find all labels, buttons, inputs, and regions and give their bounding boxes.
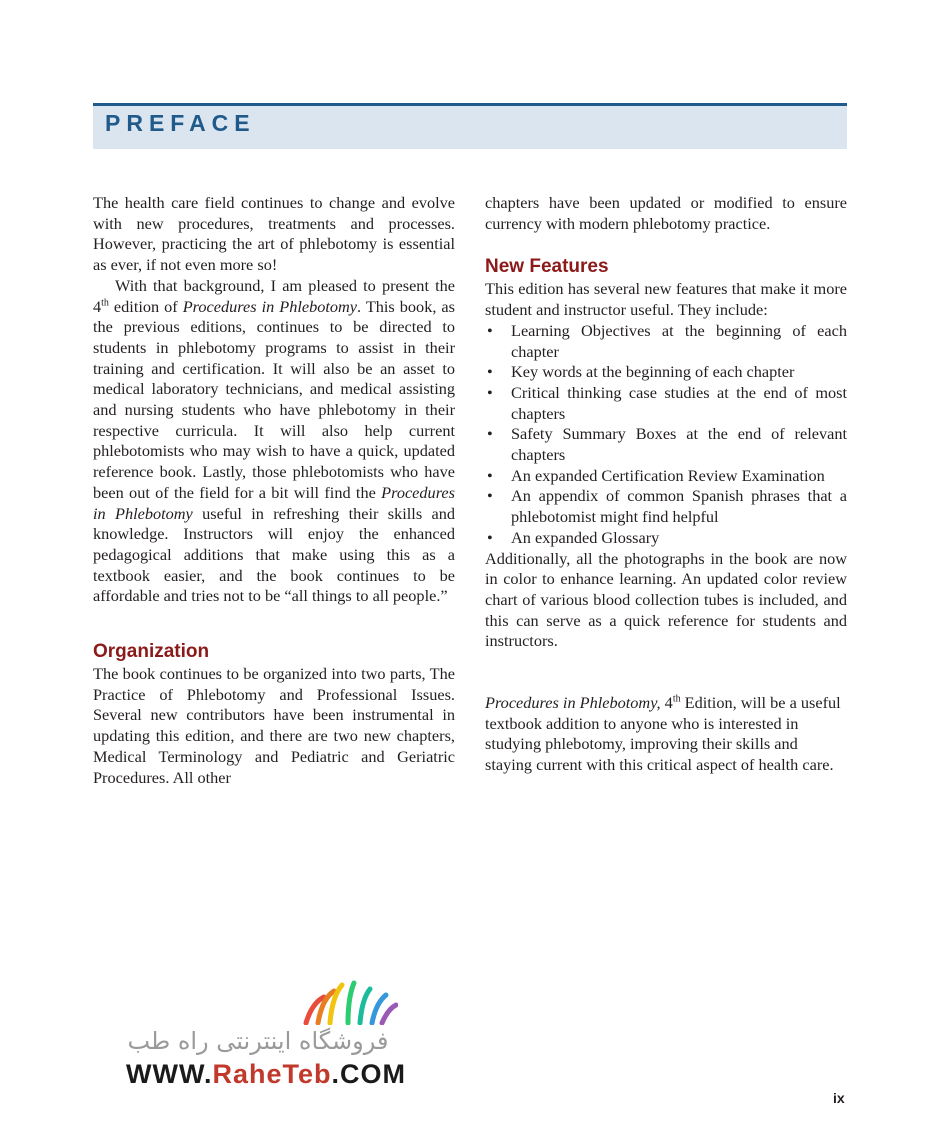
left-column bbox=[93, 193, 455, 788]
watermark-url bbox=[126, 1059, 406, 1090]
page-title: PREFACE bbox=[105, 110, 256, 136]
text-run: With that background, I am pleased to present the 4 bbox=[93, 275, 455, 316]
superscript: th bbox=[672, 693, 681, 705]
url-part: RaheTeb bbox=[212, 1059, 332, 1089]
text-run: Edition, will be a useful textbook addition to anyone who is interested in studying phlebotomy, improving their skills and staying current with this critical aspect of health care. bbox=[485, 693, 841, 775]
list-item: • Safety Summary Boxes at the end of relevant chapters bbox=[485, 424, 847, 465]
continuation-paragraph: chapters have been updated or modified to ensure currency with modern phlebotomy practice. bbox=[485, 193, 847, 233]
features-intro: This edition has several new features that make it more student and instructor useful. They include: bbox=[485, 279, 847, 320]
list-item: • An appendix of common Spanish phrases that a phlebotomist might find helpful bbox=[485, 486, 847, 527]
list-item: • Learning Objectives at the beginning of each chapter bbox=[485, 321, 847, 362]
right-column bbox=[485, 193, 847, 776]
additionally-paragraph: Additionally, all the photographs in the book are now in color to enhance learning. An updated color review chart of various blood collection tubes is included, and this can serve as a quick reference for students and instructors. bbox=[485, 548, 847, 651]
preface-banner bbox=[93, 103, 847, 149]
intro-paragraph: The health care field continues to change and evolve with new procedures, treatments and processes. However, practicing the art of phlebotomy is essential as ever, if not even more so! bbox=[93, 193, 455, 275]
watermark-logo bbox=[118, 977, 406, 1089]
book-title-italic: Procedures in Phlebotomy bbox=[93, 482, 455, 523]
text-run: 4 bbox=[660, 693, 673, 713]
text-run: edition of bbox=[108, 296, 183, 316]
list-item: • An expanded Glossary bbox=[485, 528, 847, 549]
list-item: • Key words at the beginning of each chapter bbox=[485, 362, 847, 383]
closing-paragraph bbox=[485, 693, 847, 776]
features-list bbox=[485, 321, 847, 549]
organization-paragraph: The book continues to be organized into two parts, The Practice of Phlebotomy and Professional Issues. Several new contributors have been instrumental in updating this edition, and there are two new chapters, Medical Terminology and Pediatric and Geriatric Procedures. All other bbox=[93, 664, 455, 787]
book-fan-icon bbox=[298, 977, 398, 1025]
url-part: .COM bbox=[331, 1059, 406, 1089]
watermark-persian-text: فروشگاه اینترنتی راه طب bbox=[127, 1027, 389, 1055]
book-title-italic: Procedures in Phlebotomy bbox=[182, 296, 358, 316]
new-features-heading: New Features bbox=[485, 256, 609, 278]
text-run: . This book, as the previous editions, continues to be directed to students in phlebotomy programs to assist in their training and certification. It will also be an asset to medical laboratory technicians, and medical assisting and nursing students who have phlebotomy in their respective curricula. It will also help current phlebotomists who may wish to have a quick, updated reference book. Lastly, those phlebotomists who have been out of the field for a bit will find the bbox=[93, 296, 455, 502]
list-item: • An expanded Certification Review Examination bbox=[485, 466, 847, 487]
text-run: useful in refreshing their skills and knowledge. Instructors will enjoy the enhanced pedagogical additions that make using this as a textbook easier, and the book continues to be affordable and tries not to be “all things to all people.” bbox=[93, 503, 456, 606]
book-title-italic: Procedures in Phlebotomy, bbox=[485, 693, 661, 713]
list-item: • Critical thinking case studies at the end of most chapters bbox=[485, 383, 847, 424]
page-number: ix bbox=[833, 1090, 845, 1106]
url-part: WWW. bbox=[126, 1059, 213, 1089]
organization-heading: Organization bbox=[93, 641, 210, 663]
background-paragraph bbox=[93, 276, 455, 607]
superscript: th bbox=[101, 297, 109, 309]
